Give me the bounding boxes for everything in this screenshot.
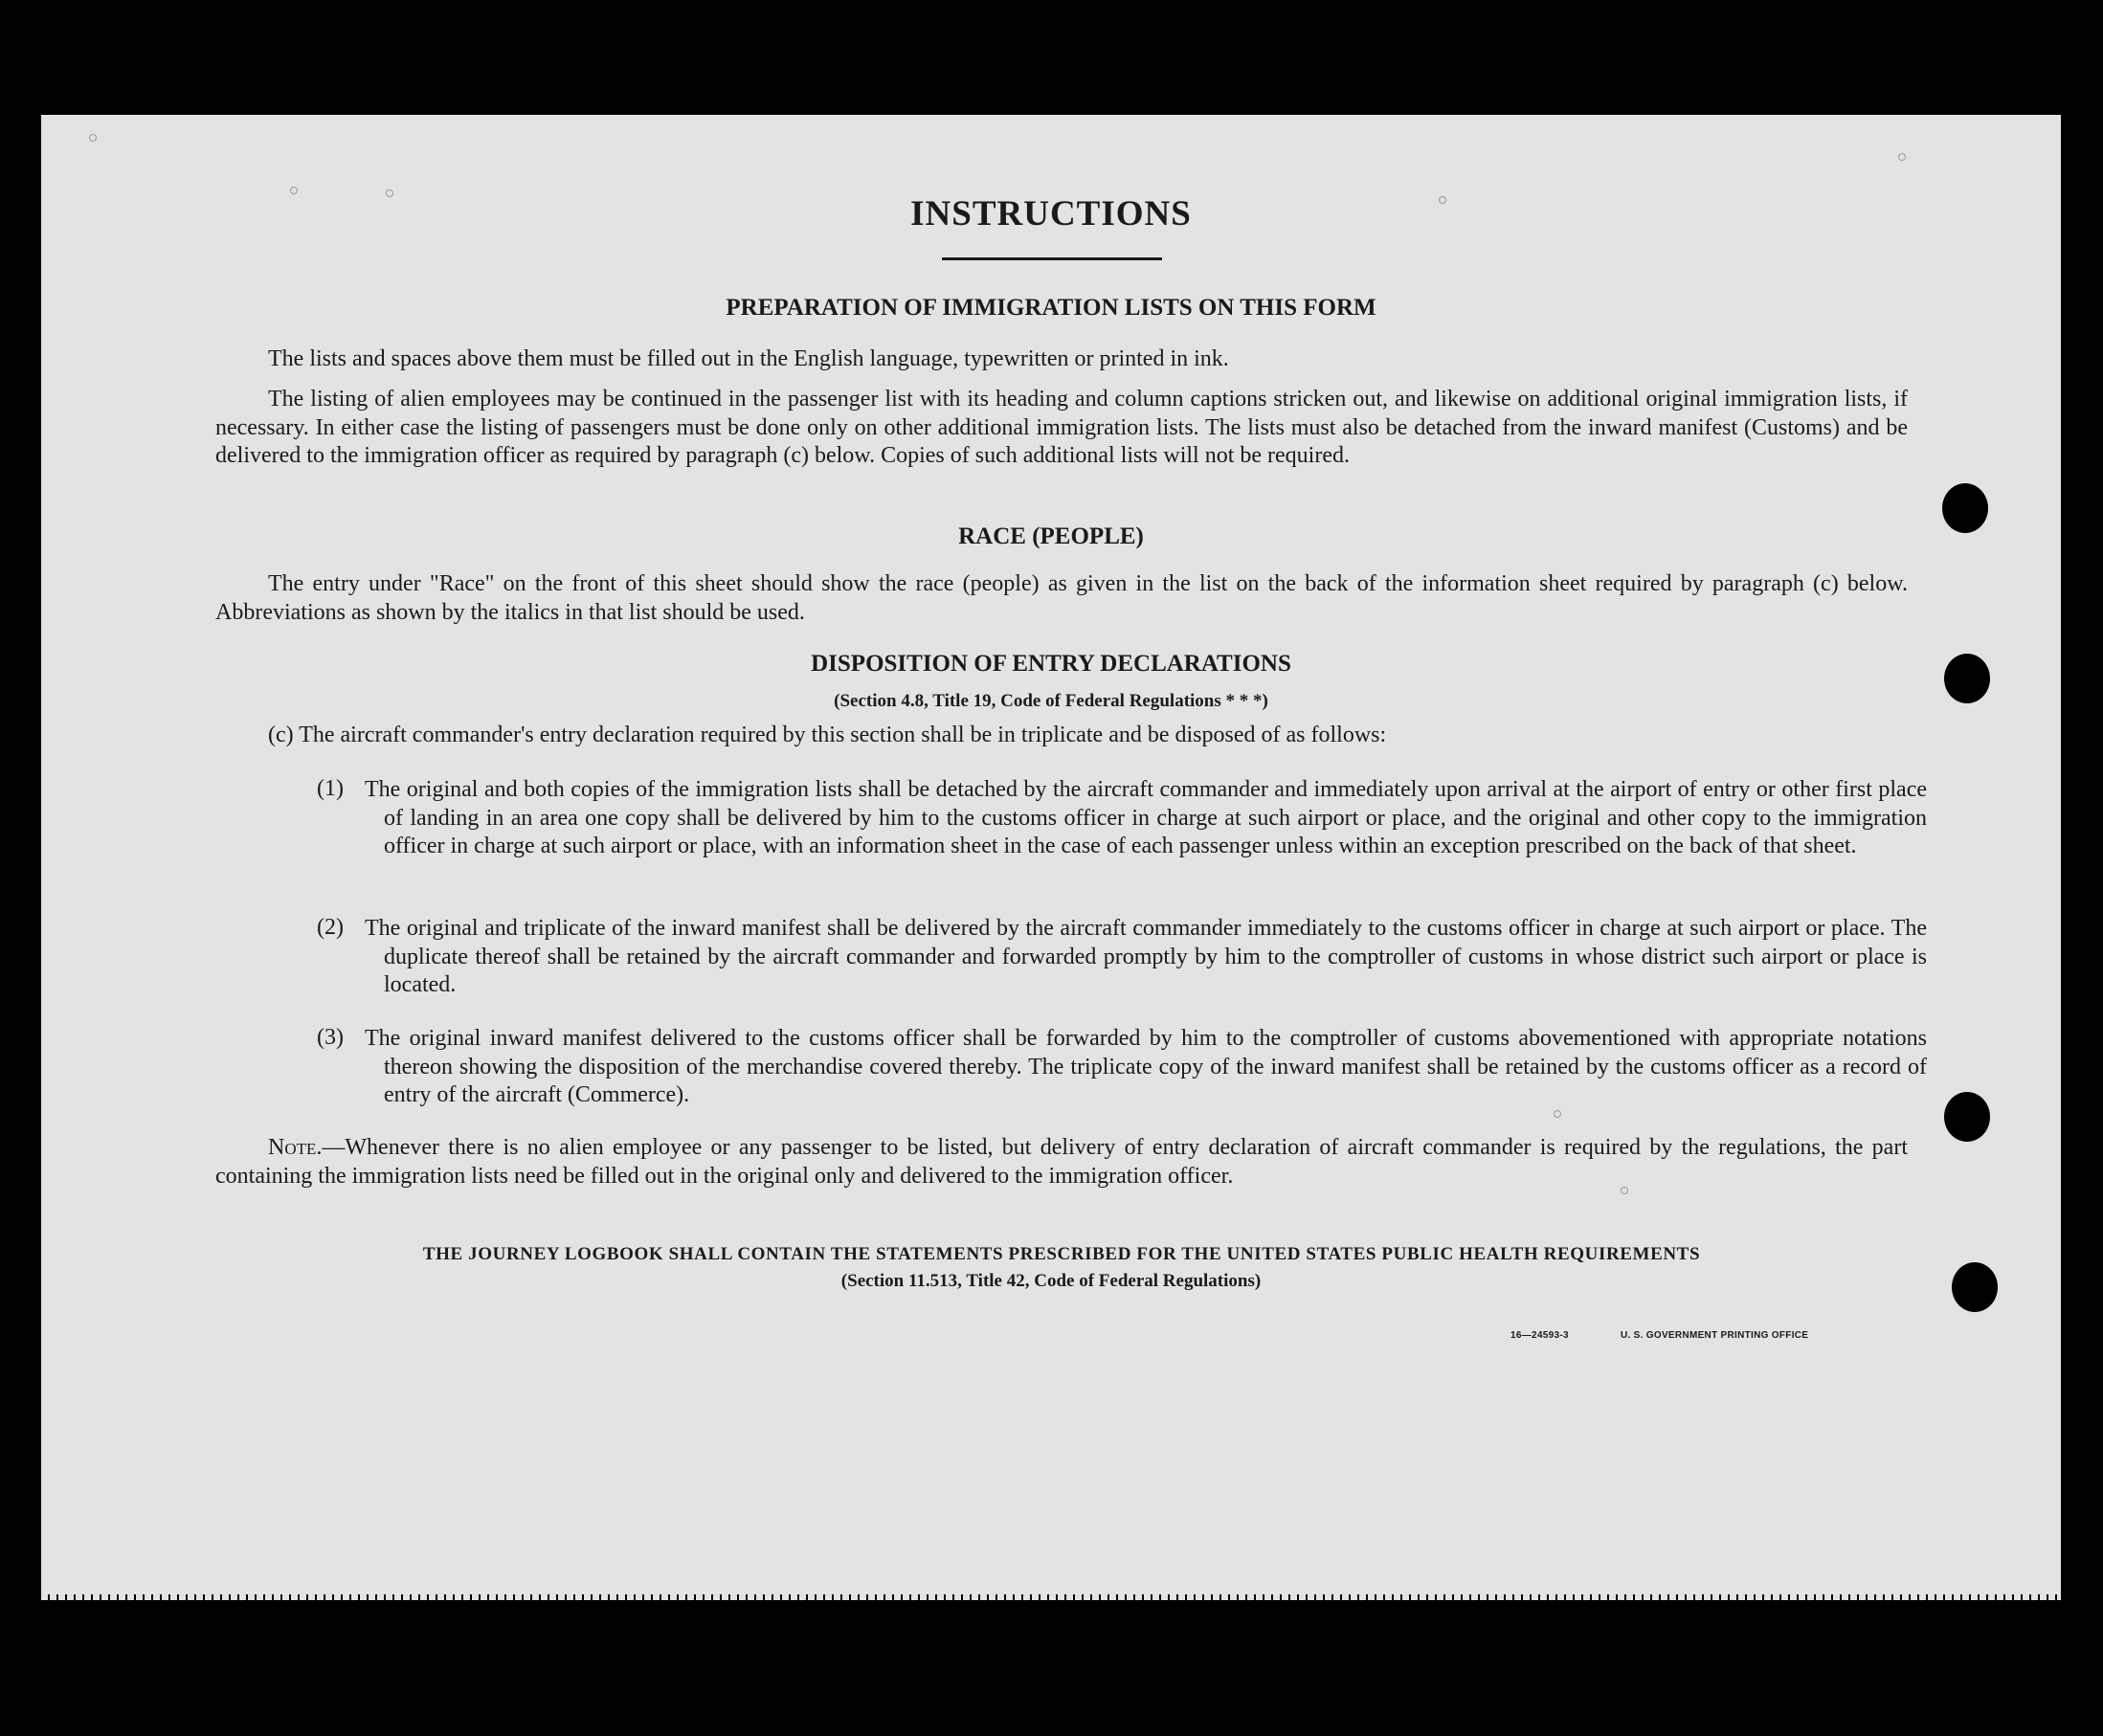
item-1-text: The original and both copies of the immigration lists shall be detached by the aircraft commander and immediately upon arrival at the airport of entry or other first place of landing in an area one copy shall be delivered by him to the customs officer in charge at such airport or place, and the original and other copy to the immigration officer in charge at such airport or place, with an information sheet in the case of each passenger unless within an exception prescribed on the back of that sheet. [365,777,1927,858]
title-underline [942,257,1162,260]
punch-hole [1944,1092,1990,1142]
prep-heading: PREPARATION OF IMMIGRATION LISTS ON THIS FORM [726,295,1376,321]
item-3-number: (3) [317,1025,344,1050]
disposition-heading: DISPOSITION OF ENTRY DECLARATIONS [811,651,1291,677]
note-text: —Whenever there is no alien employee or any passenger to be listed, but delivery of entry declaration of aircraft commander is required by the regulations, the part containing the immigration lists need be filled out in the original only and delivered to the immigration officer. [215,1135,1908,1189]
item-3-text: The original inward manifest delivered to the customs officer shall be forwarded by him to the comptroller of customs abovementioned with appropriate notations thereon showing the disposition of the merchandise covered thereby. The triplicate copy of the inward manifest shall be retained by the customs officer as a record of entry of the aircraft (Commerce). [365,1026,1927,1107]
printer-imprint: U. S. GOVERNMENT PRINTING OFFICE [1621,1330,1809,1341]
disposition-intro: (c) The aircraft commander's entry declaration required by this section shall be in triplicate and be disposed of as follows: [268,723,1387,747]
item-2-number: (2) [317,915,344,940]
speck [1554,1110,1561,1118]
item-1-number: (1) [317,776,344,801]
logbook-subline: (Section 11.513, Title 42, Code of Federal Regulations) [840,1271,1262,1291]
form-number: 16—24593-3 [1510,1330,1569,1341]
note-label: Note. [268,1135,323,1160]
race-para: The entry under "Race" on the front of this sheet should show the race (people) as given in the list on the back of the information sheet required by paragraph (c) below. Abbreviations as shown by the italics in that list should be used. [215,571,1908,625]
note-paragraph [215,1134,1908,1191]
speck [1898,153,1906,161]
logbook-line: THE JOURNEY LOGBOOK SHALL CONTAIN THE STATEMENTS PRESCRIBED FOR THE UNITED STATES PUBLIC HEALTH REQUIREMENTS [422,1244,1701,1264]
page-title: INSTRUCTIONS [910,194,1192,234]
speck [89,134,97,142]
document-page [41,115,2061,1600]
prep-para-2: The listing of alien employees may be continued in the passenger list with its heading and column captions stricken out, and likewise on additional original immigration lists, if necessary. In either case the listing of passengers must be done only on other additional immigration lists. The lists must also be detached from the inward manifest (Customs) and be delivered to the immigration officer as required by paragraph (c) below. Copies of such additional lists will not be required. [215,387,1908,468]
prep-para-1: The lists and spaces above them must be filled out in the English language, typewritten or printed in ink. [268,346,1229,371]
race-heading: RACE (PEOPLE) [958,523,1144,549]
disposition-subheading: (Section 4.8, Title 19, Code of Federal Regulations * * *) [834,691,1268,711]
item-2-text: The original and triplicate of the inward manifest shall be delivered by the aircraft commander immediately to the customs officer in charge at such airport or place. The duplicate thereof shall be retained by the aircraft commander and forwarded promptly by him to the comptroller of customs in whose district such airport or place is located. [365,916,1927,997]
